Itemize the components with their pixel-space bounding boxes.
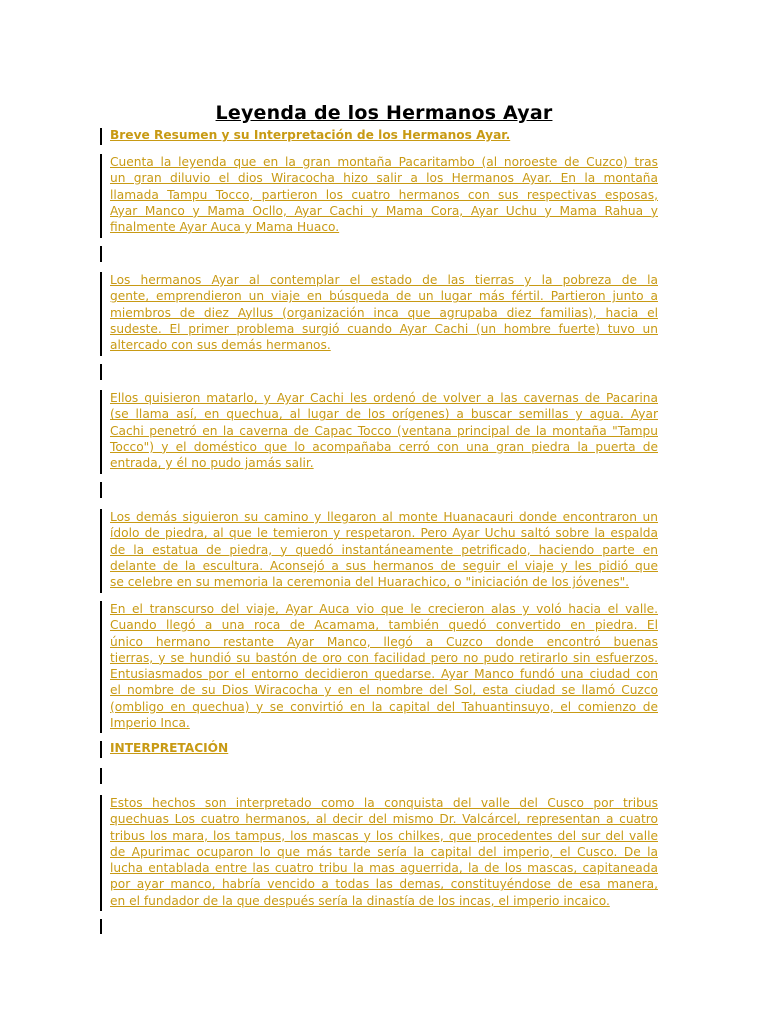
paragraph-line: ídolo de piedra, al que le temieron y respetaron. Pero Ayar Uchu saltó sobre la espalda <box>110 526 658 541</box>
paragraph-line: el nombre de su Dios Wiracocha y en el nombre del Sol, esta ciudad se llamó Cuzco <box>110 683 658 698</box>
paragraph-line: Cachi penetró en la caverna de Capac Tocco (ventana principal de la montaña "Tampu <box>110 423 658 438</box>
paragraph-line: Cuando llegó a una roca de Acamama, también quedó convertido en piedra. El <box>110 618 658 633</box>
text-cursor-bar <box>100 795 102 911</box>
paragraph-line: altercado con sus demás hermanos. <box>110 338 331 353</box>
paragraph-line: Ayar Manco y Mama Ocllo, Ayar Cachi y Mama Cora, Ayar Uchu y Mama Rahua y <box>110 203 658 218</box>
paragraph-line: por ayar manco, habría vencido a todas las demas, constituyéndose de esa manera, <box>110 877 658 892</box>
paragraph-line: Los demás siguieron su camino y llegaron al monte Huanacauri donde encontraron un <box>110 510 658 524</box>
paragraph-3[interactable] <box>110 390 658 471</box>
text-cursor-bar <box>100 246 102 262</box>
paragraph-line: de Apurimac ocuparon lo que más tarde sería la capital del imperio, el Cusco. De la <box>110 844 658 859</box>
text-cursor-bar <box>100 154 102 238</box>
paragraph-line: delante de la escultura. Aconsejó a sus hermanos de seguir el viaje y les pidió que <box>110 558 658 573</box>
paragraph-line: en el fundador de la que después sería la dinastía de los incas, el imperio incaico. <box>110 893 610 908</box>
paragraph-line: se celebre en su memoria la ceremonia del Huarachico, o "iniciación de los jóvenes". <box>110 575 630 590</box>
paragraph-4[interactable] <box>110 509 658 590</box>
paragraph-line: sudeste. El primer problema surgió cuando Ayar Cachi (un hombre fuerte) tuvo un <box>110 321 658 336</box>
paragraph-6[interactable] <box>110 795 658 909</box>
document-title: Leyenda de los Hermanos Ayar <box>215 102 553 124</box>
text-cursor-bar <box>100 768 102 784</box>
paragraph-line: Imperio Inca. <box>110 716 190 731</box>
paragraph-line: tierras, y se hundió su bastón de oro con facilidad pero no pudo retirarlo sin esfuerzos. <box>110 650 658 665</box>
text-cursor-bar <box>100 128 102 145</box>
paragraph-5[interactable] <box>110 601 658 731</box>
subtitle-link[interactable]: Breve Resumen y su Interpretación de los Hermanos Ayar. <box>110 128 511 142</box>
text-cursor-bar <box>100 509 102 593</box>
text-cursor-bar <box>100 601 102 733</box>
paragraph-line: finalmente Ayar Auca y Mama Huaco. <box>110 220 340 235</box>
paragraph-line: tribus los mara, los tampus, los mascas y los chilkes, que procedentes del sur del valle <box>110 828 658 843</box>
paragraph-line: Estos hechos son interpretado como la conquista del valle del Cusco por tribus <box>110 796 658 810</box>
paragraph-1[interactable] <box>110 154 658 235</box>
paragraph-line: (se llama así, en quechua, al lugar de los orígenes) a buscar semillas y agua. Ayar <box>110 407 658 422</box>
paragraph-line: (ombligo en quechua) y se convirtió en la capital del Tahuantinsuyo, el comienzo de <box>110 699 658 714</box>
paragraph-line: Ellos quisieron matarlo, y Ayar Cachi les ordenó de volver a las cavernas de Pacarina <box>110 391 658 405</box>
paragraph-line: quechuas Los cuatro hermanos, al decir del mismo Dr. Valcárcel, representan a cuatro <box>110 812 658 827</box>
paragraph-line: En el transcurso del viaje, Ayar Auca vio que le crecieron alas y voló hacia el valle. <box>110 602 658 616</box>
paragraph-line: Tocco") y el doméstico que lo acompañaba cerró con una gran piedra la puerta de <box>110 439 658 454</box>
text-cursor-bar <box>100 482 102 498</box>
paragraph-line: entrada, y él no pudo jamás salir. <box>110 456 314 471</box>
text-cursor-bar <box>100 741 102 758</box>
text-cursor-bar <box>100 364 102 380</box>
text-cursor-bar <box>100 390 102 474</box>
paragraph-line: un gran diluvio el dios Wiracocha hizo salir a los Hermanos Ayar. En la montaña <box>110 171 658 186</box>
paragraph-line: Cuenta la leyenda que en la gran montaña Pacaritambo (al noroeste de Cuzco) tras <box>110 155 658 169</box>
paragraph-line: Entusiasmados por el entorno decidieron quedarse. Ayar Manco fundó una ciudad con <box>110 667 658 682</box>
paragraph-line: de la estatua de piedra, y quedó instantáneamente petrificado, haciendo parte en <box>110 542 658 557</box>
interpretation-heading[interactable]: INTERPRETACIÓN <box>110 741 229 755</box>
text-cursor-bar <box>100 919 102 934</box>
paragraph-line: llamada Tampu Tocco, partieron los cuatro hermanos con sus respectivas esposas, <box>110 187 658 202</box>
paragraph-line: gente, emprendieron un viaje en búsqueda de un lugar más fértil. Partieron junto a <box>110 289 658 304</box>
paragraph-line: único hermano restante Ayar Manco, llegó a Cuzco donde encontró buenas <box>110 634 658 649</box>
paragraph-line: miembros de diez Ayllus (organización inca que agrupaba diez familias), hacia el <box>110 305 658 320</box>
text-cursor-bar <box>100 272 102 356</box>
paragraph-2[interactable] <box>110 272 658 353</box>
paragraph-line: Los hermanos Ayar al contemplar el estado de las tierras y la pobreza de la <box>110 273 658 287</box>
paragraph-line: lucha entablada entre las cuatro tribu la mas aguerrida, la de los mascas, capitaneada <box>110 861 658 876</box>
